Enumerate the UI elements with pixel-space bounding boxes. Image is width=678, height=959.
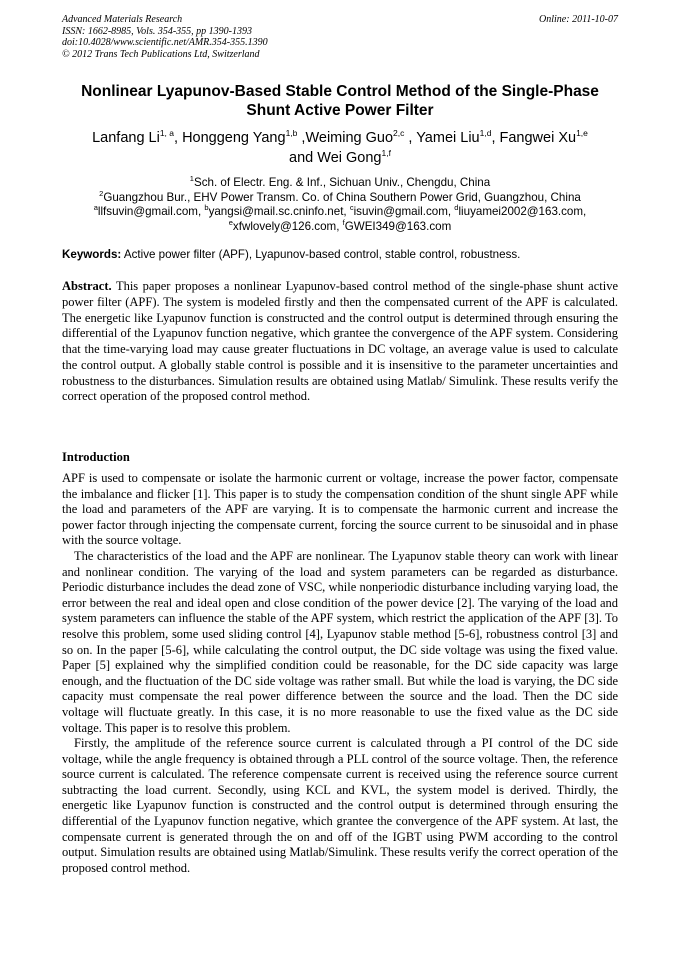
affiliation-1 <box>62 176 618 191</box>
author-separator: , <box>491 130 500 146</box>
email-line-1 <box>62 205 618 220</box>
keywords-text: Active power filter (APF), Lyapunov-based control, stable control, robustness. <box>121 248 521 261</box>
email-mark: a <box>93 203 98 213</box>
abstract-label: Abstract. <box>62 279 112 293</box>
author-separator: , <box>404 130 417 146</box>
affiliation-mark: 1 <box>189 174 194 184</box>
email-address: yangsi@mail.sc.cninfo.net, <box>208 205 350 219</box>
author-affiliation-mark: 1,d <box>479 128 492 139</box>
author-affiliation-mark: 1, a <box>159 128 175 139</box>
keywords <box>62 248 618 262</box>
author-name: Honggeng Yang <box>182 130 286 146</box>
paper-title <box>62 82 618 120</box>
email-address: isuvin@gmail.com, <box>353 205 455 219</box>
author-name: Weiming Guo <box>305 130 394 146</box>
online-date: Online: 2011-10-07 <box>539 14 618 25</box>
affiliations <box>62 176 618 234</box>
email-mark: b <box>204 203 209 213</box>
copyright-line: © 2012 Trans Tech Publications Ltd, Switzerland <box>62 48 260 60</box>
abstract-text: This paper proposes a nonlinear Lyapunov-based control method of the single-phase shunt active power filter (APF). The system is modeled firstly and then the compensated current of the APF is calculated. The energetic like Lyapunov function is constructed and the control output is determined through ensuring the differential of the Lyapunov function negative, which grantee the convergence of the APF system. Considering that the time-varying load may cause greater fluctuations in DC voltage, an average value is used to calculate the control output. A globally stable control is possible and it is insensitive to the parameter uncertainties and robustness to the disturbances. Simulation results are obtained using Matlab/ Simulink. These results verify the correct operation of the proposed control method. <box>62 279 618 404</box>
author-affiliation-mark: 1,b <box>285 128 298 139</box>
doi-line: doi:10.4028/www.scientific.net/AMR.354-355.1390 <box>62 37 268 48</box>
journal-name: Advanced Materials Research <box>62 14 183 25</box>
author-name: Fangwei Xu <box>499 130 577 146</box>
email-line-2 <box>62 217 618 235</box>
abstract <box>62 279 618 405</box>
author-affiliation-mark: 1,e <box>576 128 588 139</box>
author-separator: , <box>174 130 183 146</box>
introduction-body <box>62 471 618 876</box>
author-line-1 <box>62 128 618 148</box>
email-address: llfsuvin@gmail.com, <box>97 205 205 219</box>
author-list <box>62 128 618 168</box>
header-first-row <box>62 14 618 26</box>
email-mark: c <box>349 203 354 213</box>
paragraph: APF is used to compensate or isolate the harmonic current or voltage, increase the power factor, compensate the imbalance and flicker [1]. This paper is to study the compensation condition of the shunt single APF while the load and parameters of the APF are varying. It is to compensate the harmonic current and increase the power factor through injecting the compensate current, forcing the source current to be sinusoidal and in phase with the source voltage. <box>62 471 618 548</box>
issn-line: ISSN: 1662-8985, Vols. 354-355, pp 1390-1393 <box>62 25 252 37</box>
email-mark: e <box>228 217 233 227</box>
author-affiliation-mark: 1,f <box>381 148 391 159</box>
keywords-label: Keywords: <box>62 248 122 261</box>
author-affiliation-mark: 2,c <box>393 128 405 139</box>
email-address: GWEI349@163.com <box>344 219 452 233</box>
title-line-2: Shunt Active Power Filter <box>246 102 434 119</box>
section-heading-introduction: Introduction <box>62 450 130 464</box>
author-separator: , <box>297 130 306 146</box>
author-name: Yamei Liu <box>416 130 480 146</box>
affiliation-2 <box>62 188 618 206</box>
author-name: and Wei Gong <box>289 150 382 166</box>
title-line-1: Nonlinear Lyapunov-Based Stable Control Method of the Single-Phase <box>81 83 599 100</box>
email-address: liuyamei2002@163.com, <box>458 205 587 219</box>
email-mark: f <box>342 217 345 227</box>
author-name: Lanfang Li <box>92 130 160 146</box>
affiliation-text: Sch. of Electr. Eng. & Inf., Sichuan Univ., Chengdu, China <box>193 176 491 189</box>
author-line-2 <box>62 148 618 168</box>
paragraph: The characteristics of the load and the APF are nonlinear. The Lyapunov stable theory can work with linear and nonlinear condition. The varying of the load and system parameters can be regarded as disturbance. Periodic disturbance includes the dead zone of VSC, while nonperiodic disturbance including varying load, the error between the real and ideal open and close condition of the power device [2]. The varying of the load and system parameters can influence the stable of the APF system, which restrict the application of the APF [3]. To resolve this problem, some used sliding control [4], Lyapunov stable method [5-6], robustness control [3] and so on. In the paper [5-6], while calculating the control output, the DC side voltage was using the fixed value. Paper [5] explained why the simplified condition could be reasonable, for the DC side capacity was large enough, and the fluctuation of the DC side voltage was rather small. But while the load is varying, the DC side capacity must compensate the real power difference between the source and the load. Then the DC side voltage will fluctuate greatly. In this case, it is no more reasonable to use the fixed value as the DC side voltage. This paper is to resolve this problem. <box>62 548 618 735</box>
publication-header <box>62 14 618 60</box>
paragraph: Firstly, the amplitude of the reference source current is calculated through a PI control of the DC side voltage, while the angle frequency is obtained through a PLL control of the source voltage. Then, the reference source current is calculated. The reference compensate current is received using the reference source current subtracting the load current. Secondly, using KCL and KVL, the system model is derived. Thirdly, the energetic like Lyapunov function is constructed and the control output is determined through ensuring the differential of the Lyapunov function negative, which grantee the convergence of the APF system. At last, the compensate current is generated through the on and off of the IGBT using PWM according to the control output. Simulation results are obtained using Matlab/Simulink. These results verify the correct operation of the proposed control method. <box>62 736 618 875</box>
affiliation-text: Guangzhou Bur., EHV Power Transm. Co. of China Southern Power Grid, Guangzhou, China <box>103 190 581 204</box>
affiliation-mark: 2 <box>99 188 104 198</box>
email-address: xfwlovely@126.com, <box>232 219 343 233</box>
email-mark: d <box>454 203 459 213</box>
